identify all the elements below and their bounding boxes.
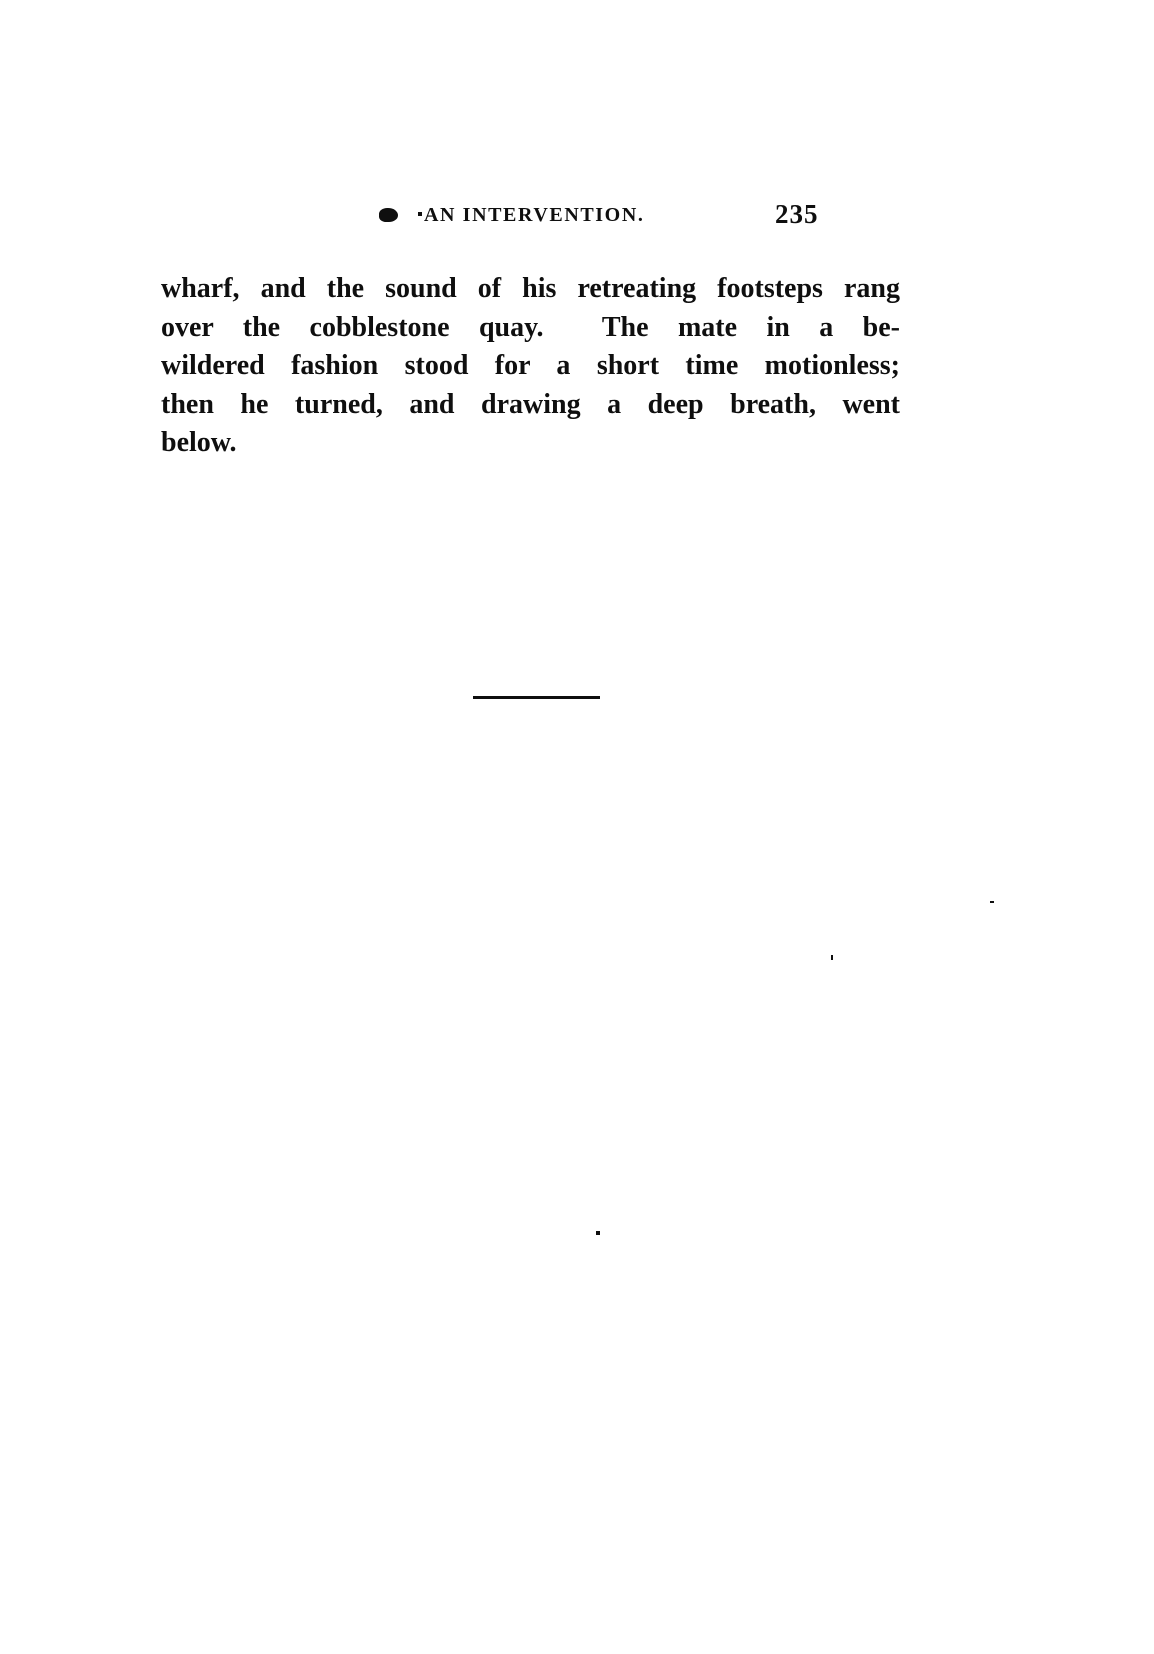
text-line: below. bbox=[161, 427, 237, 458]
ink-speck bbox=[831, 955, 833, 960]
ink-speck bbox=[990, 901, 994, 903]
section-divider-rule bbox=[473, 696, 600, 699]
text-line: then he turned, and drawing a deep breath, went bbox=[161, 388, 900, 420]
ink-speck bbox=[596, 1231, 600, 1235]
text-line: over the cobblestone quay. The mate in a be- bbox=[161, 311, 900, 343]
running-header-title: AN INTERVENTION. bbox=[424, 204, 645, 226]
page-number: 235 bbox=[775, 199, 819, 229]
ink-smudge bbox=[379, 208, 398, 222]
text-line: wharf, and the sound of his retreating footsteps rang bbox=[161, 273, 900, 304]
text-line: wildered fashion stood for a short time motionless; bbox=[161, 350, 900, 381]
ink-speck bbox=[418, 212, 422, 216]
body-text-block bbox=[161, 270, 900, 463]
